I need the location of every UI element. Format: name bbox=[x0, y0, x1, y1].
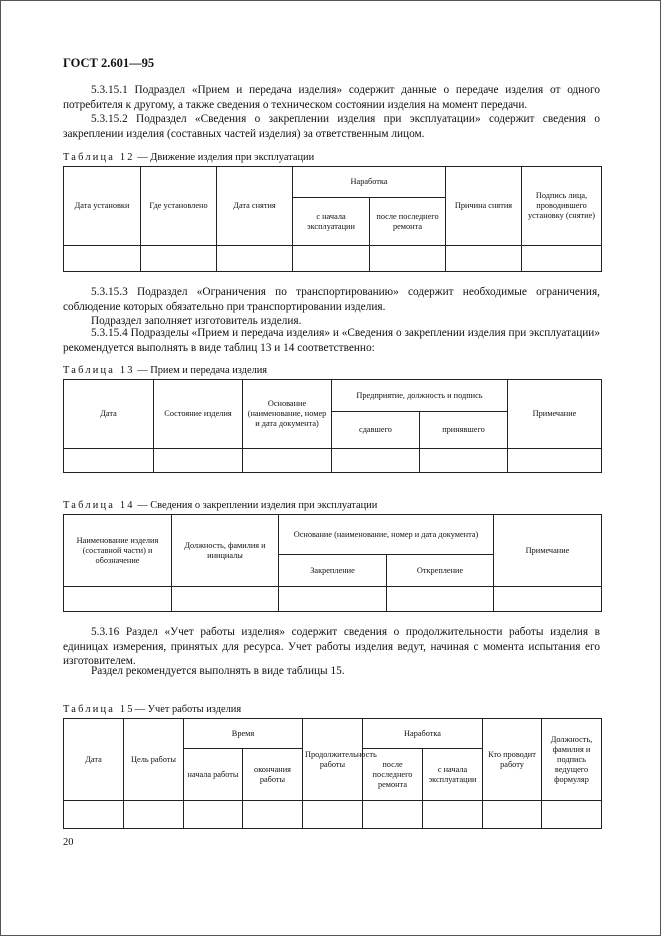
header-date: Дата bbox=[64, 380, 154, 449]
header-install-date: Дата установки bbox=[64, 167, 141, 246]
header-operating-time: Наработка bbox=[293, 167, 446, 198]
header-release: Открепление bbox=[387, 555, 494, 587]
header-condition: Состояние изделия bbox=[154, 380, 243, 449]
table15-caption: Таблица 15— Учет работы изделия bbox=[63, 704, 242, 715]
header-since-repair: после последнего ремонта bbox=[370, 198, 446, 246]
table-row bbox=[64, 449, 602, 473]
document-header: ГОСТ 2.601—95 bbox=[63, 56, 155, 70]
paragraph-5-3-15-1: 5.3.15.1 Подраздел «Прием и передача изделия» содержит данные о передаче изделия от одного потребителя к другому, а также сведения о техническом состоянии изделия на момент передачи. bbox=[63, 84, 600, 111]
paragraph-5-3-15-2: 5.3.15.2 Подраздел «Сведения о закреплении изделия при эксплуатации» содержит сведения о закреплении изделия (составных частей изделия) за ответственным лицом. bbox=[63, 113, 600, 140]
header-basis: Основание (наименование, номер и дата документа) bbox=[243, 380, 332, 449]
header-where-installed: Где установлено bbox=[141, 167, 217, 246]
header-date: Дата bbox=[64, 719, 124, 801]
header-since-start: с начала эксплуатации bbox=[293, 198, 370, 246]
paragraph-manufacturer: Подраздел заполняет изготовитель изделия. bbox=[91, 315, 302, 327]
table-row bbox=[64, 801, 602, 829]
header-operating-time: Наработка bbox=[363, 719, 483, 749]
table-row bbox=[64, 587, 602, 612]
paragraph-5-3-16: 5.3.16 Раздел «Учет работы изделия» содержит сведения о продолжительности работы изделия в единицах измерения, принятых для ресурса. Учет работы изделия ведут, начиная с момента испытания его изготовителем. bbox=[63, 626, 600, 668]
table-row bbox=[64, 246, 602, 272]
table13-caption: Таблица 13 — Прием и передача изделия bbox=[63, 365, 268, 376]
paragraph-table15-ref: Раздел рекомендуется выполнять в виде таблицы 15. bbox=[91, 665, 345, 677]
header-removal-date: Дата снятия bbox=[217, 167, 293, 246]
table12-caption: Таблица 12 — Движение изделия при эксплуатации bbox=[63, 152, 315, 163]
header-position-name: Должность, фамилия и инициалы bbox=[172, 515, 279, 587]
table-14-assignment bbox=[63, 514, 602, 612]
header-operator: Кто проводит работу bbox=[483, 719, 542, 801]
paragraph-5-3-15-4: 5.3.15.4 Подразделы «Прием и передача изделия» и «Сведения о закреплении изделия при эксплуатации» рекомендуется выполнять в виде таблиц 13 и 14 соответственно: bbox=[63, 327, 600, 354]
paragraph-5-3-15-3: 5.3.15.3 Подраздел «Ограничения по транспортированию» содержит необходимые ограничения, соблюдение которых обязательно при транспортировании изделия. bbox=[63, 286, 600, 313]
table14-caption: Таблица 14 — Сведения о закреплении изделия при эксплуатации bbox=[63, 500, 378, 511]
header-note: Примечание bbox=[494, 515, 602, 587]
header-handed: сдавшего bbox=[332, 412, 420, 449]
header-since-start: с начала эксплуатации bbox=[423, 749, 483, 801]
header-removal-reason: Причина снятия bbox=[446, 167, 522, 246]
header-time: Время bbox=[184, 719, 303, 749]
table-12-equipment-movement bbox=[63, 166, 602, 272]
header-received: принявшего bbox=[420, 412, 508, 449]
header-since-repair: после последнего ремонта bbox=[363, 749, 423, 801]
header-purpose: Цель работы bbox=[124, 719, 184, 801]
header-enterprise: Предприятие, должность и подпись bbox=[332, 380, 508, 412]
header-note: Примечание bbox=[508, 380, 602, 449]
table-15-work-log bbox=[63, 718, 602, 829]
table-13-acceptance-transfer bbox=[63, 379, 602, 473]
header-assignment: Закрепление bbox=[279, 555, 387, 587]
page-number: 20 bbox=[63, 837, 74, 848]
header-basis: Основание (наименование, номер и дата документа) bbox=[279, 515, 494, 555]
header-signature: Подпись лица, проводившего установку (снятие) bbox=[522, 167, 602, 246]
header-duration: Продолжительность работы bbox=[303, 719, 363, 801]
header-item-name: Наименование изделия (составной части) и обозначение bbox=[64, 515, 172, 587]
header-end: окончания работы bbox=[243, 749, 303, 801]
header-responsible: Должность, фамилия и подпись ведущего формуляр bbox=[542, 719, 602, 801]
header-start: начала работы bbox=[184, 749, 243, 801]
